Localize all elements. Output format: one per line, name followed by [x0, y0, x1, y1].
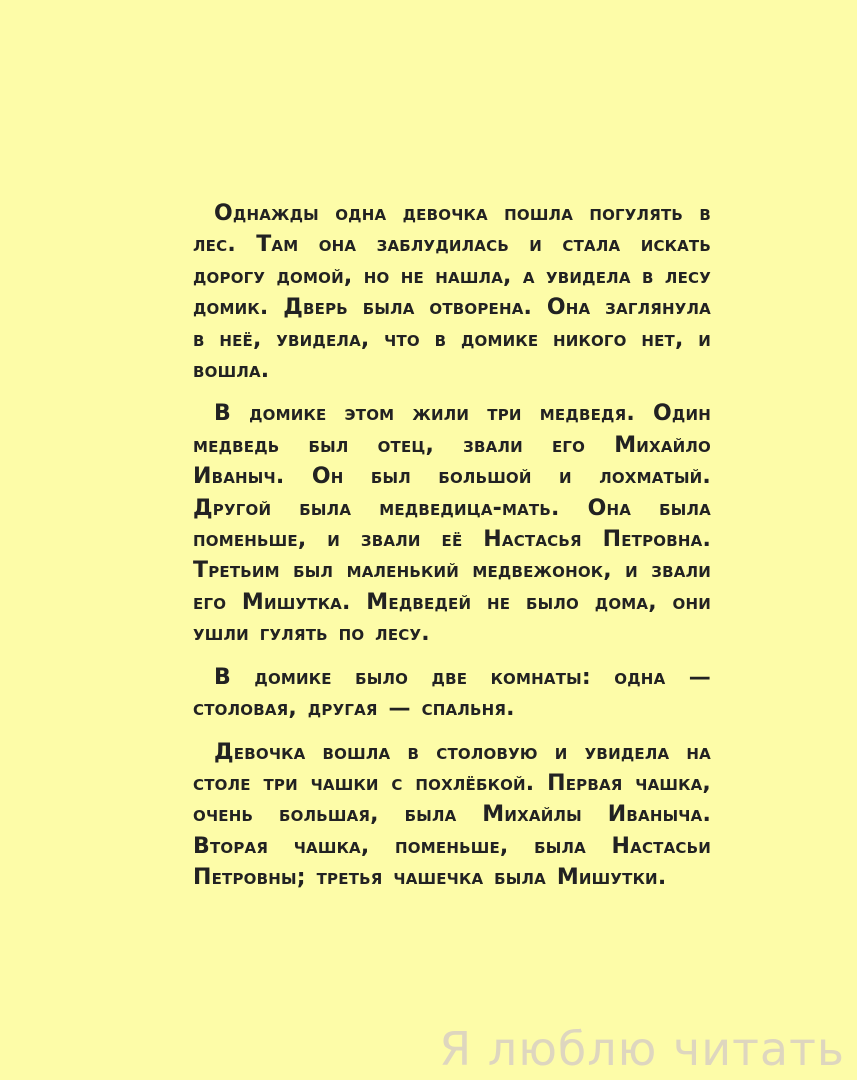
- paragraph-3: В домике было две комнаты: одна — столовая, другая — спальня.: [193, 664, 711, 722]
- paragraph-1: Однажды одна девочка пошла погулять в лес. Там она заблудилась и стала искать дорогу домой, но не нашла, а увидела в лесу домик. Дверь была отворена. Она заглянула в неё, увидела, что в домике никого нет, и вошла.: [193, 201, 711, 384]
- watermark: Я люблю читать: [439, 1022, 845, 1076]
- paragraph-2: В домике этом жили три медведя. Один медведь был отец, звали его Михайло Иваныч. Он был большой и лохматый. Другой была медведица-мать. Она была поменьше, и звали её Настасья Петровна. Третьим был маленький медвежонок, и звали его Мишутка. Медведей не было дома, они ушли гулять по лесу.: [193, 401, 711, 647]
- story-text: [193, 198, 711, 906]
- paragraph-4: Девочка вошла в столовую и увидела на столе три чашки с похлёбкой. Первая чашка, очень большая, была Михайлы Иваныча. Вторая чашка, поменьше, была Настасьи Петровны; третья чашечка была Мишутки.: [193, 739, 711, 891]
